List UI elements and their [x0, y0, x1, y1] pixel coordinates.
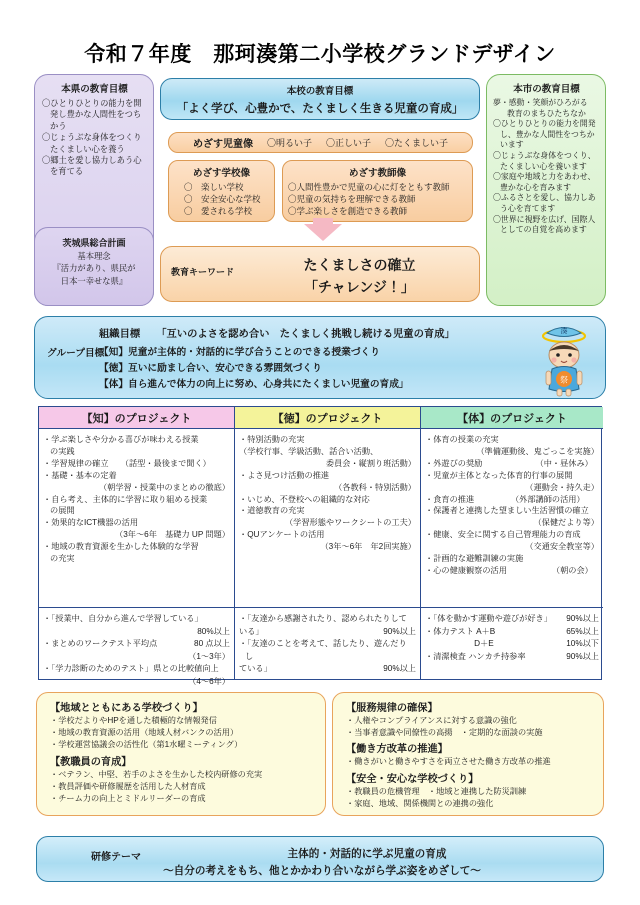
list-item: ・学習規律の確立 （話型・最後まで聞く） [43, 458, 211, 468]
list-item: ・よさ見つけ活動の推進 [239, 470, 330, 480]
target-teacher-list [288, 181, 467, 217]
list-item: （学校行事、学級活動、話合い活動、 [239, 446, 379, 456]
prefecture-heading: 本県の教育目標 [61, 84, 128, 95]
list-item: の展開 [50, 506, 75, 516]
list-item: ・計画的な避難訓練の実施 [425, 554, 524, 564]
service-section-heading: 【服務規律の確保】 [346, 703, 438, 714]
school-goal-heading: 本校の教育目標 [286, 86, 354, 97]
list-item: ・QUアンケートの活用 [239, 530, 325, 540]
list-item: ・学ぶ楽しさや分かる喜びが味わえる授業 [43, 435, 199, 444]
service-list-3 [340, 786, 596, 810]
list-item: （学習形態やワークシートの工夫） [284, 518, 416, 528]
targets-cell-tai [421, 607, 603, 679]
list-item: （保健だより等） [533, 518, 599, 528]
list-item: ・働きがいと働きやすさを両立させた働き方改革の推進 [346, 757, 551, 767]
list-item: ・家庭、地域、関係機関との連携の強化 [346, 798, 494, 808]
target-row [43, 613, 230, 626]
list-item: ・基礎・基本の定着 [43, 470, 117, 480]
prefecture-list [42, 98, 147, 178]
page-title: 令和７年度 那珂湊第二小学校グランドデザイン [84, 43, 556, 66]
target-row [425, 613, 599, 626]
target-label: ・「友達から感謝されたり、認められたりして [239, 614, 407, 623]
list-item: ・自ら考え、主体的に学習に取り組める授業 [43, 494, 208, 504]
plan-title: 茨城県総合計画 [62, 238, 126, 248]
work-reform-heading: 【働き方改革の推進】 [346, 744, 448, 756]
tai-targets-list [425, 613, 599, 663]
list-item: 〇世界に視野を広げ、国際人としての自覚を高めます [493, 214, 596, 235]
target-value [410, 613, 416, 626]
organization-text: 「互いのよさを認め合い たくましく挑戦し続ける児童の育成」 [156, 329, 455, 340]
safety-school-heading: 【安全・安心な学校づくり】 [346, 773, 479, 785]
list-item: ・ベテラン、中堅、若手のよさを生かした校内研修の充実 [50, 769, 263, 779]
down-arrow-icon [304, 224, 342, 241]
list-item: ・いじめ、不登校への組織的な対応 [239, 494, 370, 504]
target-value: 90%以上 [566, 651, 599, 661]
group-goal-list [99, 345, 409, 393]
target-row [43, 638, 230, 651]
svg-text:湊: 湊 [560, 328, 568, 335]
target-value: 90%以上 [383, 664, 416, 674]
list-item: （3年～6年 年2回実施） [320, 542, 416, 552]
school-mascot-icon [533, 321, 595, 397]
list-item: ・地域の教育資源の活用（地域人材バンクの活用） [50, 728, 239, 738]
target-value: 80%以上 [197, 626, 230, 636]
list-item: の充実 [50, 554, 75, 564]
project-header-toku: 【徳】のプロジェクト [235, 407, 421, 429]
list-item: （交通安全教室等） [525, 542, 599, 552]
group-goal-item: 【徳】互いに励まし合い、安心できる雰囲気づくり [99, 363, 322, 374]
list-item: （朝学習・授業中のまとめの徹底） [98, 482, 230, 492]
staff-section-heading: 【教職員の育成】 [50, 756, 132, 768]
plan-line-2: 日本一幸せな県』 [60, 275, 128, 286]
organization-goals-box [34, 316, 606, 399]
city-list [493, 98, 600, 236]
target-school-box [168, 160, 275, 222]
list-item: ・外遊びの奨励 （中・昼休み） [425, 458, 593, 468]
target-label: ・まとめのワークテスト平均点 [43, 639, 158, 649]
target-teacher-box [282, 160, 473, 222]
service-discipline-box [332, 692, 604, 816]
training-theme-box [36, 836, 604, 882]
target-label: ている」 [239, 664, 272, 674]
target-child-option: 〇正しい子 [325, 138, 371, 148]
projects-table [38, 406, 602, 686]
keyword-line-2: 「チャレンジ！」 [304, 279, 415, 295]
target-value: 80 点以上 [194, 639, 230, 649]
list-item: 〇 安全安心な学校 [184, 194, 261, 204]
target-school-heading: めざす学校像 [192, 168, 250, 179]
list-item: ・保護者と連携した望ましい生活習慣の確立 [425, 506, 589, 516]
chi-list [43, 434, 230, 565]
target-row [43, 651, 230, 664]
targets-cell-chi [39, 607, 235, 686]
list-item: 〇 愛される学校 [184, 206, 253, 216]
list-item: ・心の健康観察の活用 （朝の会） [425, 565, 593, 575]
plan-line-1: 『活力があり、県民が [52, 263, 136, 273]
toku-list [239, 434, 416, 553]
target-row [43, 676, 230, 689]
list-item: 〇児童の気持ちを理解できる教師 [288, 194, 416, 204]
target-label: いる」 [239, 626, 264, 636]
education-keyword-box [160, 246, 480, 302]
svg-text:祭: 祭 [560, 375, 568, 385]
target-value [224, 663, 230, 676]
list-item: ・効果的なICT機器の活用 [43, 518, 139, 528]
chi-targets-list [43, 613, 230, 689]
target-row [425, 638, 599, 651]
list-item: 〇 楽しい学校 [184, 182, 244, 192]
target-label [43, 626, 49, 639]
list-item: 〇ひとりひとりの能力を開発し豊かな人間性をつちかう [42, 98, 142, 131]
keyword-line-1: たくましさの確立 [303, 257, 416, 273]
city-lead-1: 夢・感動・笑顔がひろがる [493, 98, 588, 107]
list-item: 委員会・縦割り班活動） [325, 458, 416, 468]
theme-label: 研修テーマ [91, 852, 141, 863]
organization-line [99, 325, 455, 340]
target-label [43, 651, 49, 664]
list-item: ・地域の教育資源を生かした体験的な学習 [43, 542, 199, 552]
city-heading: 本市の教育目標 [513, 84, 580, 95]
target-child-option: 〇明るい子 [266, 138, 312, 148]
target-row [425, 626, 599, 639]
target-row [43, 663, 230, 676]
city-goals-box [486, 74, 606, 306]
list-item: （運動会・持久走） [525, 482, 599, 492]
target-school-list [174, 181, 269, 217]
target-value: 90%以上 [383, 626, 416, 636]
list-item: 〇人間性豊かで児童の心に灯をともす教師 [288, 182, 450, 192]
list-item: ・当事者意識や同僚性の高揚 ・定期的な面談の実施 [346, 728, 543, 738]
target-value: （4～6年） [188, 676, 230, 686]
target-value: 10%以下 [566, 639, 599, 649]
list-item: 〇郷土を愛し協力しあう心を育てる [42, 155, 142, 177]
list-item: 〇じょうぶな身体をつくり、たくましい心を養います [493, 150, 596, 171]
school-goal-box [160, 78, 480, 120]
target-row [239, 638, 416, 663]
prefecture-plan-box [34, 227, 154, 306]
list-item: ・健康、安全に関する自己管理能力の育成 [425, 530, 581, 540]
target-value [224, 613, 230, 626]
group-goal-item: 【体】自ら進んで体力の向上に努め、心身共にたくましい児童の育成」 [99, 379, 409, 390]
project-cell-chi [39, 429, 235, 607]
targets-cell-toku [235, 607, 421, 679]
target-label: ・「体を動かす運動や遊びが好き」 [425, 614, 552, 623]
target-row [239, 663, 416, 676]
list-item: ・道徳教育の充実 [239, 506, 305, 516]
list-item: 〇じょうぶな身体をつくりたくましい心を養う [42, 132, 142, 154]
theme-line-2: ～自分の考えをもち、他とかかわり合いながら学ぶ姿をめざして～ [163, 865, 481, 877]
list-item: 〇ひとりひとりの能力を開発し、豊かな人間性をつちかいます [493, 119, 596, 150]
city-lead-2: 教育のまちひたちなか [507, 108, 586, 118]
list-item: ・人権やコンプライアンスに対する意識の強化 [346, 716, 517, 725]
community-list-1 [44, 715, 318, 752]
list-item: ・児童が主体となった体育的行事の展開 [425, 470, 573, 480]
target-row [239, 613, 416, 626]
list-item: ・学校だよりやHPを通した積極的な情報発信 [50, 716, 217, 725]
list-item: 〇家庭や地域と力をあわせ、豊かな心を育みます [493, 172, 596, 192]
list-item: ・教職員の危機管理 ・地域と連携した防災訓練 [346, 786, 527, 796]
list-item: ・体育の授業の充実 [425, 435, 499, 444]
target-label: ・体力テスト A＋B [425, 626, 496, 636]
target-label: ・清潔検査 ハンカチ持参率 [425, 651, 526, 661]
list-item: ・教員評価や研修履歴を活用した人材育成 [50, 781, 206, 791]
list-item: ・チーム力の向上とミドルリーダーの育成 [50, 794, 206, 804]
target-row [239, 626, 416, 639]
list-item: （3年～6年 基礎力 UP 問題） [115, 530, 230, 540]
target-child-option: 〇たくましい子 [385, 138, 449, 148]
project-cell-toku [235, 429, 421, 607]
target-label: ・「友達のことを考えて、話したり、遊んだりし [239, 639, 407, 661]
project-header-tai: 【体】のプロジェクト [421, 407, 603, 429]
list-item: の実践 [50, 446, 75, 456]
service-list-1 [340, 715, 596, 739]
target-label: D＋E [425, 639, 494, 649]
list-item: ・食育の推進 （外部講師の活用） [425, 494, 585, 504]
community-school-box [36, 692, 326, 816]
list-item: （各教科・特別活動） [334, 482, 416, 492]
target-label: ・「学力診断のためのテスト」県との比較値向上 [43, 664, 219, 674]
community-list-2 [44, 769, 318, 806]
target-value: 65%以上 [566, 626, 599, 636]
group-goal-item: 【知】児童が主体的・対話的に学び合うことのできる授業づくり [99, 347, 380, 358]
target-row [425, 651, 599, 664]
school-goal-text: 「よく学び、心豊かで、たくましく生きる児童の育成」 [176, 103, 464, 115]
target-child-bar [168, 132, 473, 153]
target-child-label: めざす児童像 [192, 139, 253, 150]
theme-line-1: 主体的・対話的に学ぶ児童の育成 [287, 848, 447, 860]
target-label: ・「授業中、自分から進んで学習している」 [43, 614, 203, 623]
group-goal-label: グループ目標 [47, 348, 105, 359]
target-label [43, 676, 49, 689]
toku-targets-list [239, 613, 416, 676]
plan-subtitle: 基本理念 [77, 250, 111, 261]
service-list-2 [340, 756, 596, 768]
list-item: 〇学ぶ楽しさを創造できる教師 [288, 206, 408, 216]
tai-list [425, 434, 599, 577]
project-cell-tai [421, 429, 603, 607]
list-item: 〇ふるさとを愛し、協力しあう心を育てます [493, 193, 596, 213]
list-item: ・学校運営協議会の活性化（第1水曜ミーティング） [50, 740, 243, 750]
target-teacher-heading: めざす教師像 [348, 168, 406, 179]
organization-label: 組織目標 [99, 329, 141, 340]
target-value: 90%以上 [566, 614, 599, 623]
list-item: （準備運動後、鬼ごっこを実施） [476, 446, 599, 456]
project-header-chi: 【知】のプロジェクト [39, 407, 235, 429]
target-value [410, 638, 416, 663]
target-value: （1～3年） [188, 651, 230, 661]
list-item: ・特別活動の充実 [239, 435, 305, 444]
keyword-label: 教育キーワード [171, 267, 235, 277]
community-section-heading: 【地域とともにある学校づくり】 [50, 703, 203, 714]
target-row [43, 626, 230, 639]
